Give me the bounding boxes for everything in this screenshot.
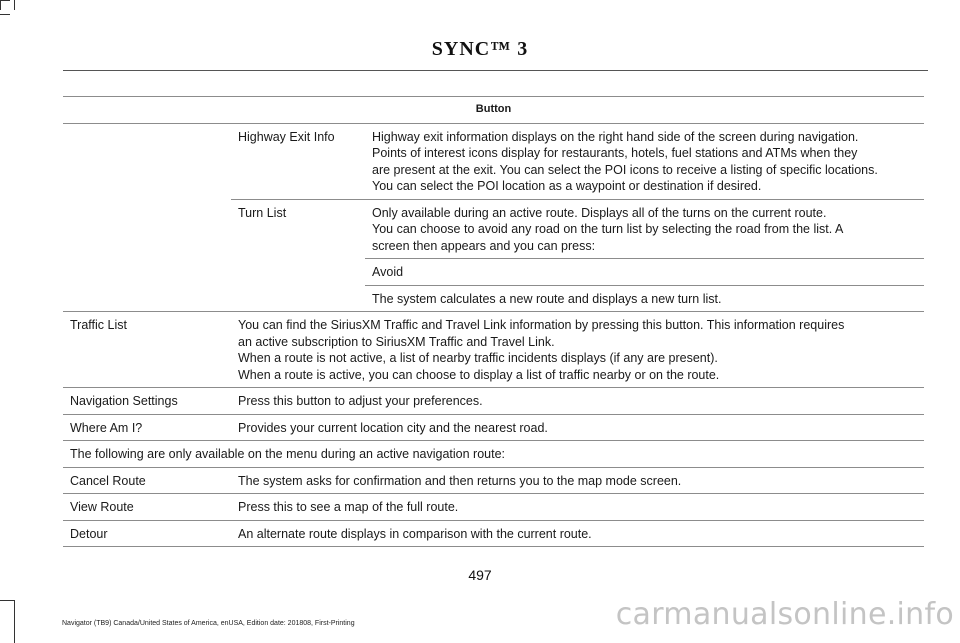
crop-mark: [0, 600, 15, 601]
description-line: You can choose to avoid any road on the turn list by selecting the road from the list. A: [372, 222, 844, 236]
button-description: Press this to see a map of the full route.: [231, 494, 924, 521]
page-number: 497: [468, 567, 492, 583]
button-label: Cancel Route: [63, 467, 231, 494]
edition-footer: Navigator (TB9) Canada/United States of America, enUSA, Edition date: 201808, First-Printing: [62, 620, 355, 627]
table-row: [63, 388, 924, 415]
description-line: Highway exit information displays on the right hand side of the screen during navigation.: [372, 129, 859, 144]
table-row: [63, 494, 924, 521]
button-description: Press this button to adjust your preferences.: [231, 388, 924, 415]
button-description: The system asks for confirmation and then returns you to the map mode screen.: [231, 467, 924, 494]
table-row: [63, 520, 924, 547]
crop-mark: [0, 0, 10, 1]
button-label: Detour: [63, 520, 231, 547]
description-line: Only available during an active route. Displays all of the turns on the current route.: [372, 205, 827, 220]
description-line: screen then appears and you can press:: [372, 238, 596, 253]
description-line: You can select the POI location as a waypoint or destination if desired.: [372, 179, 762, 193]
avoid-description: The system calculates a new route and displays a new turn list.: [365, 285, 924, 312]
crop-mark: [14, 600, 15, 643]
section-note: The following are only available on the menu during an active navigation route:: [63, 441, 924, 468]
table-header-cell: Button: [63, 97, 924, 124]
button-label: Highway Exit Info: [231, 123, 365, 199]
crop-mark: [14, 0, 15, 10]
button-description: [365, 123, 924, 199]
page-header-title: SYNC™ 3: [431, 38, 529, 60]
description-line: Points of interest icons display for restaurants, hotels, fuel stations and ATMs when they: [372, 146, 858, 160]
description-line: When a route is not active, a list of nearby traffic incidents displays (if any are present).: [238, 351, 718, 365]
table-row: [63, 467, 924, 494]
table-row: [63, 414, 924, 441]
button-label: Traffic List: [63, 312, 231, 388]
button-description: [365, 199, 924, 259]
table-row: [63, 441, 924, 468]
button-description: Provides your current location city and the nearest road.: [231, 414, 924, 441]
button-description: [231, 312, 924, 388]
watermark: carmanualsonline.info: [615, 597, 954, 632]
button-label: Turn List: [231, 199, 365, 312]
button-label: Navigation Settings: [63, 388, 231, 415]
description-line: You can find the SiriusXM Traffic and Travel Link information by pressing this button. This information requires: [238, 318, 845, 332]
button-label: View Route: [63, 494, 231, 521]
avoid-option: Avoid: [365, 259, 924, 286]
crop-mark: [0, 14, 10, 15]
empty-cell: [63, 123, 231, 312]
table-row: [63, 312, 924, 388]
description-line: an active subscription to SiriusXM Traffic and Travel Link.: [238, 334, 555, 349]
crop-mark: [0, 0, 1, 10]
table-row: [63, 123, 924, 199]
header-rule: [63, 70, 928, 71]
button-description: An alternate route displays in comparison with the current route.: [231, 520, 924, 547]
button-table: [63, 96, 924, 547]
description-line: are present at the exit. You can select the POI icons to receive a listing of specific locations.: [372, 162, 878, 177]
description-line: When a route is active, you can choose to display a list of traffic nearby or on the route.: [238, 367, 720, 382]
button-label: Where Am I?: [63, 414, 231, 441]
table-header-row: [63, 97, 924, 124]
